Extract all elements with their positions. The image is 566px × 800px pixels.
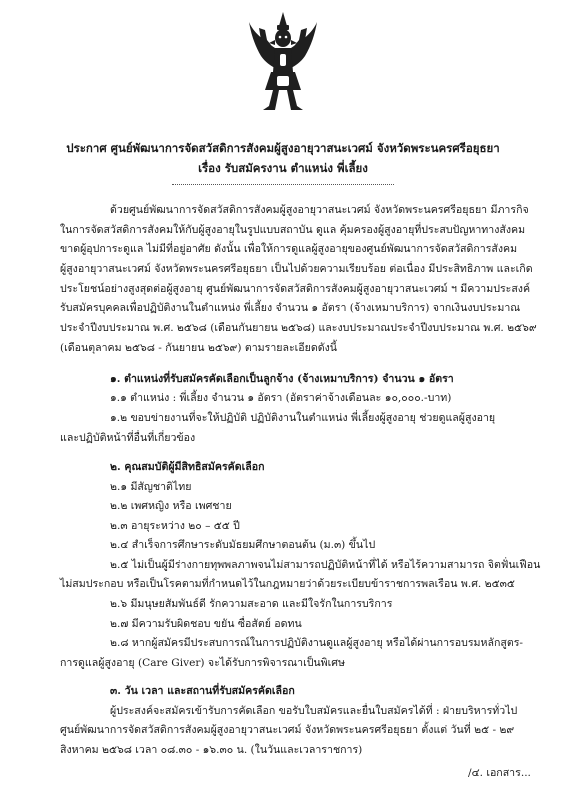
intro-line: ประจำปีงบประมาณ พ.ศ. ๒๕๖๘ (เดือนกันยายน ๒๕๖๘) และงบประมาณประจำปีงบประมาณ พ.ศ. ๒๕๖๙ [60,322,537,334]
announcement-title: ประกาศ ศูนย์พัฒนาการจัดสวัสดิการสังคมผู้สูงอายุวาสนะเวศม์ จังหวัดพระนครศรีอยุธยา [66,141,500,155]
section-2-item: ๒.๔ สำเร็จการศึกษาระดับมัธยมศึกษาตอนต้น (ม.๓) ขึ้นไป [110,539,376,551]
section-3-line: สิงหาคม ๒๕๖๘ เวลา ๐๘.๓๐ - ๑๖.๓๐ น. (ในวันและเวลาราชการ) [60,744,363,756]
intro-line: ขาดผู้อุปการะดูแล ไม่มีที่อยู่อาศัย ดังนั้น เพื่อให้การดูแลผู้สูงอายุของศูนย์พัฒนาการจัดสวัสดิการสังคม [60,243,518,255]
section-2-item: ๒.๓ อายุระหว่าง ๒๐ – ๕๕ ปี [110,520,240,532]
announcement-subject: เรื่อง รับสมัครงาน ตำแหน่ง พี่เลี้ยง [198,161,368,175]
section-1-item: และปฏิบัติหน้าที่อื่นที่เกี่ยวข้อง [60,432,196,444]
intro-line: ผู้สูงอายุวาสนะเวศม์ จังหวัดพระนครศรีอยุธยา เป็นไปด้วยความเรียบร้อย ต่อเนื่อง มีประสิทธิภาพ และเกิด [60,263,533,275]
section-1-item: ๑.๑ ตำแหน่ง : พี่เลี้ยง จำนวน ๑ อัตรา (อัตราค่าจ้างเดือนละ ๑๐,๐๐๐.-บาท) [110,392,452,404]
section-2-item: ๒.๑ มีสัญชาติไทย [110,481,192,493]
continuation-note: /๔. เอกสาร... [468,767,531,779]
section-2-item: การดูแลผู้สูงอายุ (Care Giver) จะได้รับการพิจารณาเป็นพิเศษ [60,657,345,669]
intro-line: ด้วยศูนย์พัฒนาการจัดสวัสดิการสังคมผู้สูงอายุวาสนะเวศม์ จังหวัดพระนครศรีอยุธยา มีภารกิจ [110,204,529,216]
section-2-item: ๒.๗ มีความรับผิดชอบ ขยัน ซื่อสัตย์ อดทน [110,618,302,630]
intro-line: รับสมัครบุคคลเพื่อปฏิบัติงานในตำแหน่ง พี่เลี้ยง จำนวน ๑ อัตรา (จ้างเหมาบริการ) จากเงินงบประมาณ [60,302,521,314]
section-2-item: ไม่สมประกอบ หรือเป็นโรคตามที่กำหนดไว้ในกฎหมายว่าด้วยระเบียบข้าราชการพลเรือน พ.ศ. ๒๕๓๕ [60,578,515,590]
title-divider [172,184,394,185]
section-3-line: ศูนย์พัฒนาการจัดสวัสดิการสังคมผู้สูงอายุวาสนะเวศม์ จังหวัดพระนครศรีอยุธยา ตั้งแต่ วันที่ ๒๕ - ๒๙ [60,724,515,736]
section-1-heading: ๑. ตำแหน่งที่รับสมัครคัดเลือกเป็นลูกจ้าง (จ้างเหมาบริการ) จำนวน ๑ อัตรา [110,373,454,385]
section-1-item: ๑.๒ ขอบข่ายงานที่จะให้ปฏิบัติ ปฏิบัติงานในตำแหน่ง พี่เลี้ยงผู้สูงอายุ ช่วยดูแลผู้สูงอายุ [110,412,496,424]
section-2-item: ๒.๖ มีมนุษยสัมพันธ์ดี รักความสะอาด และมีใจรักในการบริการ [110,598,393,610]
intro-line: ประโยชน์อย่างสูงสุดต่อผู้สูงอายุ ศูนย์พัฒนาการจัดสวัสดิการสังคมผู้สูงอายุวาสนะเวศม์ ฯ มีความประสงค์ [60,283,531,295]
intro-line: ในการจัดสวัสดิการสังคมให้กับผู้สูงอายุในรูปแบบสถาบัน ดูแล คุ้มครองผู้สูงอายุที่ประสบปัญหาทางสังคม [60,224,526,236]
intro-line: (เดือนตุลาคม ๒๕๖๘ - กันยายน ๒๕๖๙) ตามรายละเอียดดังนี้ [60,342,338,354]
section-2-item: ๒.๕ ไม่เป็นผู้มีร่างกายทุพพลภาพจนไม่สามารถปฏิบัติหน้าที่ได้ หรือไร้ความสามารถ จิตฟั่นเฟือน [110,559,541,571]
garuda-emblem-icon [247,10,319,116]
section-3-line: ผู้ประสงค์จะสมัครเข้ารับการคัดเลือก ขอรับใบสมัครและยื่นใบสมัครได้ที่ : ฝ่ายบริหารทั่วไป [110,705,518,717]
section-2-heading: ๒. คุณสมบัติผู้มีสิทธิสมัครคัดเลือก [110,461,265,473]
section-2-item: ๒.๘ หากผู้สมัครมีประสบการณ์ในการปฏิบัติงานดูแลผู้สูงอายุ หรือได้ผ่านการอบรมหลักสูตร- [110,637,523,649]
section-2-item: ๒.๒ เพศหญิง หรือ เพศชาย [110,500,232,512]
section-3-heading: ๓. วัน เวลา และสถานที่รับสมัครคัดเลือก [110,685,295,697]
